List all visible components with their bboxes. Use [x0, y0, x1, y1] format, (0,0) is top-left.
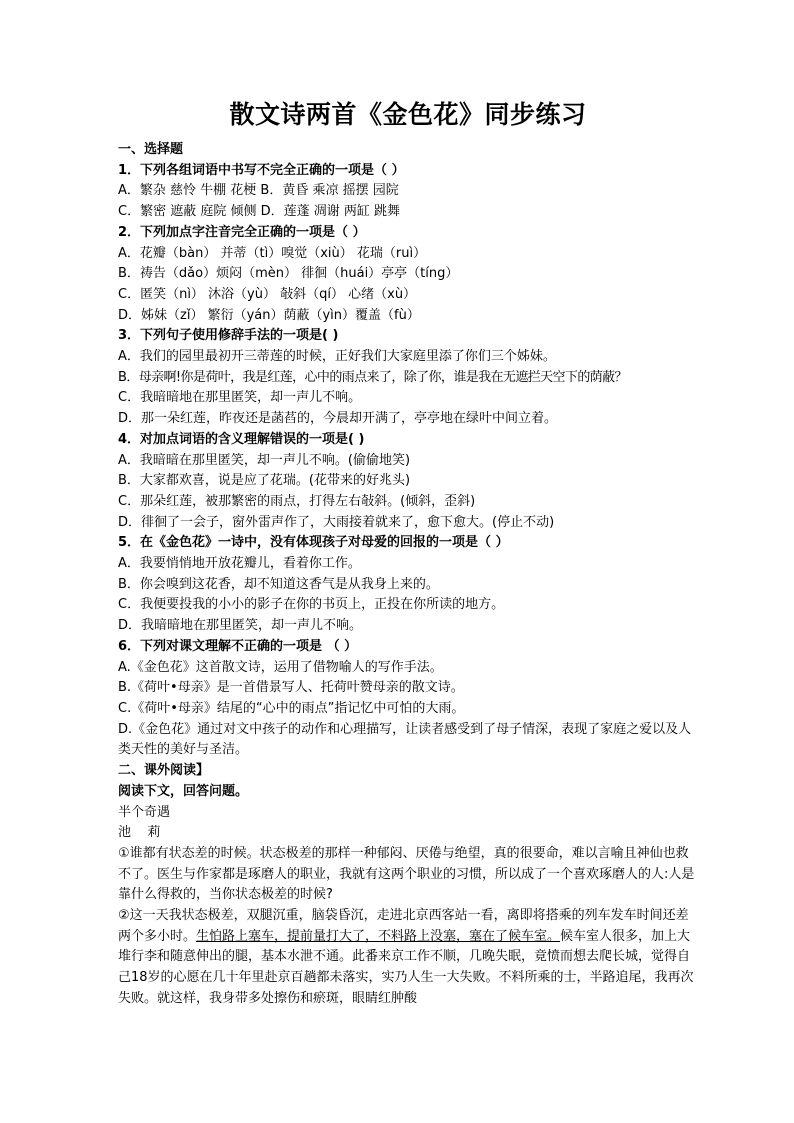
paragraph-2-rest: 候车室人很多，加上大堆行李和随意伸出的腿，基本水泄不通。此番来京工作不顺，几晚失眠，竟愤而想去爬长城，觉得自己18岁的心愿在几十年里赴京百趟都未落实，实乃人生一大失败。不料所乘的士，半路追尾，我再次失败。就这样，我身带多处擦伤和瘀斑，眼睛红肿酸	[118, 928, 694, 1006]
article-paragraph-2	[118, 906, 698, 1010]
question-5-option-b: B．你会嗅到这花香，却不知道这香气是从我身上来的。	[118, 576, 439, 592]
question-5-stem: 5．在《金色花》一诗中，没有体现孩子对母爱的回报的一项是（ ）	[118, 535, 509, 551]
reading-instruction: 阅读下文，回答问题。	[118, 783, 249, 799]
question-4-stem: 4．对加点词语的含义理解错误的一项是( )	[118, 431, 365, 447]
section-heading-reading: 二、课外阅读】	[118, 763, 210, 779]
question-1-options-ab: A．繁杂 慈怜 牛棚 花梗 B．黄昏 乘凉 摇摆 园院	[118, 183, 399, 199]
question-4-option-c: C．那朵红莲，被那繁密的雨点，打得左右敧斜。(倾斜，歪斜)	[118, 493, 476, 509]
question-6-option-d: D.《金色花》通过对文中孩子的动作和心理描写，让读者感受到了母子情深，表现了家庭之爱以及人类天性的美好与圣洁。	[118, 721, 692, 758]
question-2-stem: 2．下列加点字注音完全正确的一项是（ ）	[118, 224, 366, 240]
question-5-option-d: D．我暗暗地在那里匿笑，却一声儿不响。	[118, 618, 363, 634]
article-title: 半个奇遇	[118, 804, 171, 820]
question-6-option-a: A.《金色花》这首散文诗，运用了借物喻人的写作手法。	[118, 659, 443, 675]
question-3-option-c: C．我暗暗地在那里匿笑，却一声儿不响。	[118, 390, 362, 406]
underlined-sentence: 生怕路上塞车，提前量打大了，不料路上没塞，塞在了候车室。	[196, 928, 561, 944]
question-2-option-c: C．匿笑（nì） 沐浴（yù） 敧斜（qí） 心绪（xù）	[118, 286, 417, 302]
article-author: 池 莉	[118, 825, 161, 841]
question-1-stem: 1．下列各组词语中书写不完全正确的一项是（ ）	[118, 162, 405, 178]
question-3-option-a: A．我们的园里最初开三蒂莲的时候，正好我们大家庭里添了你们三个姊妹。	[118, 349, 556, 365]
question-6-option-b: B.《荷叶•母亲》是一首借景写人、托荷叶赞母亲的散文诗。	[118, 680, 464, 696]
page-title: 散文诗两首《金色花》同步练习	[229, 100, 587, 129]
article-paragraph-1: ①谁都有状态差的时候。状态极差的那样一种郁闷、厌倦与绝望，真的很要命，难以言喻且神仙也救不了。医生与作家都是琢磨人的职业，我就有这两个职业的习惯，所以成了一个喜欢琢磨人的人:人是靠什么得救的，当你状态极差的时候?	[118, 845, 695, 903]
question-4-option-d: D．徘徊了一会子，窗外雷声作了，大雨接着就来了，愈下愈大。(停止不动)	[118, 514, 555, 530]
question-2-option-b: B．祷告（dǎo）烦闷（mèn） 徘徊（huái）亭亭（tíng）	[118, 266, 459, 282]
section-heading-choice: 一、选择题	[118, 142, 184, 157]
question-2-option-d: D．姊妹（zǐ） 繁衍（yán）荫蔽（yìn）覆盖（fù）	[118, 307, 420, 323]
question-5-option-c: C．我便要投我的小小的影子在你的书页上，正投在你所读的地方。	[118, 597, 505, 613]
question-1-options-cd: C．繁密 遮蔽 庭院 倾侧 D．莲蓬 凋谢 两缸 跳舞	[118, 204, 401, 220]
question-3-option-b: B．母亲啊!你是荷叶，我是红莲，心中的雨点来了，除了你，谁是我在无遮拦天空下的荫蔽？	[118, 369, 627, 385]
question-3-stem: 3．下列句子使用修辞手法的一项是( )	[118, 328, 339, 344]
question-3-option-d: D．那一朵红莲，昨夜还是菡萏的，今晨却开满了，亭亭地在绿叶中间立着。	[118, 411, 558, 427]
question-4-option-b: B．大家都欢喜，说是应了花瑞。(花带来的好兆头)	[118, 473, 411, 489]
question-4-option-a: A．我暗暗在那里匿笑，却一声儿不响。(偷偷地笑)	[118, 452, 411, 468]
question-5-option-a: A．我要悄悄地开放花瓣儿，看着你工作。	[118, 556, 361, 572]
question-6-stem: 6．下列对课文理解不正确的一项是 （ ）	[118, 638, 358, 654]
question-6-option-c: C.《荷叶•母亲》结尾的“心中的雨点”指记忆中可怕的大雨。	[118, 700, 465, 716]
question-2-option-a: A．花瓣（bàn） 并蒂（tì）嗅觉（xiù） 花瑞（ruì）	[118, 245, 427, 261]
paragraph-2-lead: ②这一天我状态极差，双腿沉重，脑袋昏沉，走进北京西客站一看，离即将搭乘的列车发车时间还差两个多小时。	[118, 908, 689, 944]
